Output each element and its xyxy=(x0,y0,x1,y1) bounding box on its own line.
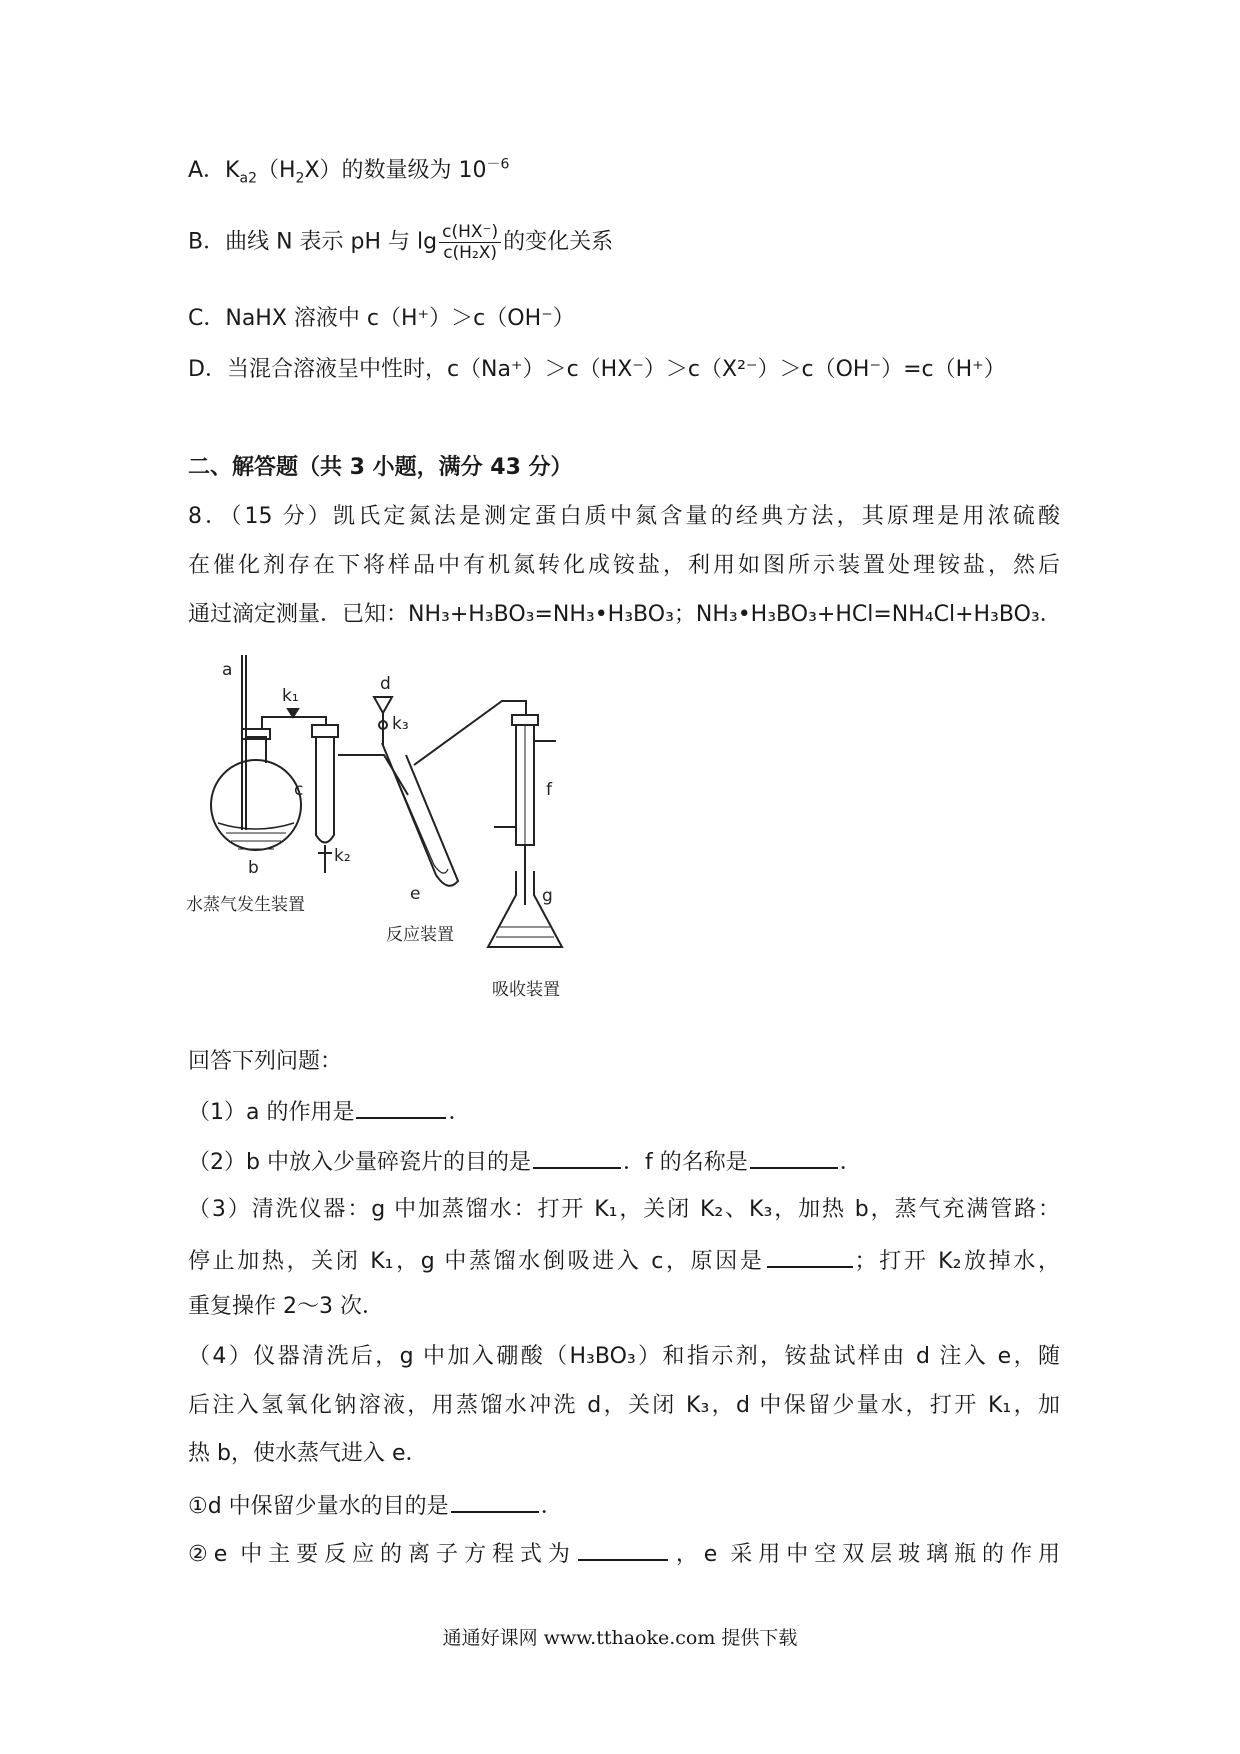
part-1-text: （1）a 的作用是 xyxy=(188,1100,355,1125)
part-4-sub-2-text: ②e 中主要反应的离子方程式为 xyxy=(188,1542,576,1567)
part-1 xyxy=(188,1095,1060,1128)
part-4-sub-1 xyxy=(188,1489,1060,1522)
part-3-line-1: （3）清洗仪器：g 中加蒸馏水：打开 K₁，关闭 K₂、K₃，加热 b，蒸气充满管路： xyxy=(188,1197,1060,1222)
tube-to-f xyxy=(414,701,526,765)
option-a-sub2: 2 xyxy=(295,170,305,187)
part-4-sub-2-end: ，e 采用中空双层玻璃瓶的作用 xyxy=(669,1542,1060,1567)
answer-blank[interactable] xyxy=(578,1537,668,1561)
part-3-line-3: 重复操作 2～3 次． xyxy=(188,1294,384,1319)
option-a-sub: a2 xyxy=(239,170,257,187)
column-c xyxy=(316,737,334,843)
fraction xyxy=(439,222,501,263)
part-2-text: （2）b 中放入少量碎瓷片的目的是 xyxy=(188,1150,531,1175)
page-footer: 通通好课网 www.tthaoke.com 提供下载 xyxy=(442,1627,798,1649)
tube-k1 xyxy=(262,717,326,729)
condenser-top xyxy=(512,715,538,725)
answer-blank[interactable] xyxy=(767,1244,853,1268)
answer-blank[interactable] xyxy=(533,1145,621,1169)
label-b: b xyxy=(248,858,259,878)
funnel-d xyxy=(374,697,392,713)
option-c xyxy=(188,304,1060,334)
label-d: d xyxy=(380,674,391,694)
label-a: a xyxy=(222,660,233,680)
answers-intro: 回答下列问题： xyxy=(188,1049,343,1074)
option-a xyxy=(188,156,1060,186)
apparatus-figure xyxy=(186,655,626,1025)
option-a-prefix: A．K xyxy=(188,158,240,183)
option-a-text: X）的数量级为 10 xyxy=(304,158,487,183)
part-4-line-1: （4）仪器清洗后，g 中加入硼酸（H₃BO₃）和指示剂，铵盐试样由 d 注入 e，随 xyxy=(188,1344,1060,1369)
option-c-text: C．NaHX 溶液中 c（H⁺）＞c（OH⁻） xyxy=(188,306,575,331)
part-3-text-end: ；打开 K₂放掉水， xyxy=(854,1249,1060,1274)
label-g: g xyxy=(542,886,553,906)
label-k1: k₁ xyxy=(282,686,299,706)
part-1-end: ． xyxy=(448,1100,471,1125)
caption-reaction: 反应装置 xyxy=(386,925,454,945)
q8-line-2: 在催化剂存在下将样品中有机氮转化成铵盐，利用如图所示装置处理铵盐，然后 xyxy=(188,553,1060,578)
section-title: 二、解答题（共 3 小题，满分 43 分） xyxy=(188,455,573,480)
part-4-sub-1-text: ①d 中保留少量水的目的是 xyxy=(188,1494,449,1519)
option-d-text: D．当混合溶液呈中性时，c（Na⁺）＞c（HX⁻）＞c（X²⁻）＞c（OH⁻）=c（H⁺） xyxy=(188,357,1006,382)
reaction-vessel-e xyxy=(382,743,458,886)
flask-g-liquid xyxy=(496,927,554,937)
part-3-text: 停止加热，关闭 K₁，g 中蒸馏水倒吸进入 c，原因是 xyxy=(188,1249,765,1274)
caption-absorb: 吸收装置 xyxy=(492,980,560,1000)
part-2 xyxy=(188,1145,1060,1178)
label-c: c xyxy=(294,780,304,800)
part-4-sub-2 xyxy=(188,1537,1060,1570)
answer-blank[interactable] xyxy=(356,1095,446,1119)
part-2-mid: ．f 的名称是 xyxy=(622,1150,748,1175)
answer-blank[interactable] xyxy=(451,1489,539,1513)
tube-to-e xyxy=(338,755,408,795)
caption-steam: 水蒸气发生装置 xyxy=(186,895,305,915)
option-b-suffix: 的变化关系 xyxy=(503,229,614,255)
label-k3: k₃ xyxy=(392,714,409,734)
q8-line-3: 通过滴定测量．已知：NH₃+H₃BO₃=NH₃•H₃BO₃；NH₃•H₃BO₃+HCl=NH₄Cl+H₃BO₃． xyxy=(188,602,1062,627)
round-flask-b xyxy=(211,760,304,850)
option-a-sup: －6 xyxy=(486,156,510,173)
label-k2: k₂ xyxy=(334,846,351,866)
part-3-line-2 xyxy=(188,1244,1060,1277)
water-surface xyxy=(218,823,294,829)
fraction-numerator: c(HX⁻) xyxy=(439,222,501,243)
answer-blank[interactable] xyxy=(750,1145,838,1169)
fraction-denominator: c(H₂X) xyxy=(443,243,498,263)
label-f: f xyxy=(546,780,552,800)
part-2-end: ． xyxy=(839,1150,862,1175)
part-4-line-3: 热 b，使水蒸气进入 e． xyxy=(188,1441,428,1466)
column-c-stopper xyxy=(312,725,338,737)
part-4-sub-1-end: ． xyxy=(540,1494,563,1519)
option-d xyxy=(188,355,1060,385)
label-e: e xyxy=(410,884,421,904)
q8-line-1: 8．（15 分）凯氏定氮法是测定蛋白质中氮含量的经典方法，其原理是用浓硫酸 xyxy=(188,504,1060,529)
part-4-line-2: 后注入氢氧化钠溶液，用蒸馏水冲洗 d，关闭 K₃，d 中保留少量水，打开 K₁，加 xyxy=(188,1393,1060,1418)
option-a-mid: （H xyxy=(256,158,296,183)
water-lines xyxy=(226,833,286,849)
valve-k1 xyxy=(288,709,298,717)
option-b xyxy=(188,222,1060,263)
option-b-prefix: B．曲线 N 表示 pH 与 lg xyxy=(188,229,438,255)
